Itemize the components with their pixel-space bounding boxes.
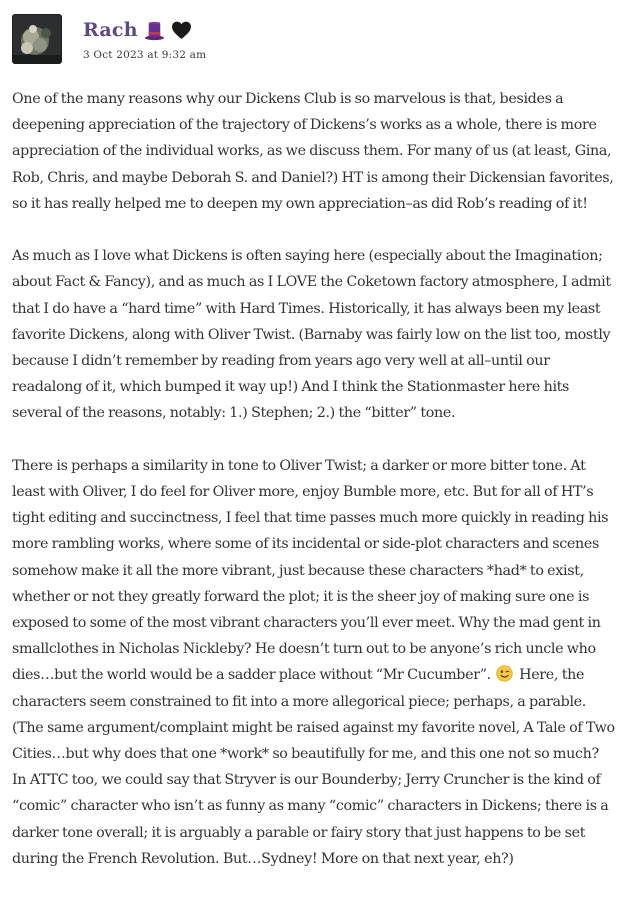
black-heart-icon: [171, 20, 192, 41]
paragraph-3-text-before-emoji: There is perhaps a similarity in tone to Oliver Twist; a darker or more bitter tone. At least with Oliver, I do feel for Oliver more, enjoy Bumble more, etc. But for all of HT’s tight editing and succinctness, I feel that time passes much more quickly in reading his more rambling works, where some of its incidental or side-plot characters and scenes somehow make it all the more vibrant, just because these characters *had* to exist, whether or not they greatly forward the plot; it is the sheer joy of making sure one is exposed to some of the most vibrant characters you’ll ever meet. Why the mad gent in smallclothes in Nicholas Nickleby? He doesn’t turn out to be anyone’s rich uncle who dies…but the world would be a sadder place without “Mr Cucumber”.: [12, 457, 609, 684]
comment-body: [12, 86, 616, 898]
author-name[interactable]: Rach: [83, 19, 138, 41]
author-row: [83, 16, 483, 44]
comment-meta: [83, 16, 483, 61]
comment-timestamp[interactable]: 3 Oct 2023 at 9:32 am: [83, 49, 207, 61]
comment-paragraph-1: One of the many reasons why our Dickens Club is so marvelous is that, besides a deepening appreciation of the trajectory of Dickens’s works as a whole, there is more appreciation of the individual works, as we discuss them. For many of us (at least, Gina, Rob, Chris, and maybe Deborah S. and Daniel?) HT is among their Dickensian favorites, so it has really helped me to deepen my own appreciation–as did Rob’s reading of it!: [12, 91, 614, 212]
winking-smiley-icon: [496, 665, 513, 682]
top-hat-icon: [144, 20, 165, 41]
avatar[interactable]: [12, 14, 62, 64]
comment-paragraph-2: As much as I love what Dickens is often saying here (especially about the Imagination; about Fact & Fancy), and as much as I LOVE the Coketown factory atmosphere, I admit that I do have a “hard time” with Hard Times. Historically, it has always been my least favorite Dickens, along with Oliver Twist. (Barnaby was fairly low on the list too, mostly because I didn’t remember by reading from years ago very well at all–until our readalong of it, which bumped it way up!) And I think the Stationmaster here hits several of the reasons, notably: 1.) Stephen; 2.) the “bitter” tone.: [12, 248, 611, 422]
comment-paragraph-3: [12, 453, 616, 872]
paragraph-3-text-after-emoji: Here, the characters seem constrained to fit into a more allegorical piece; perhaps, a parable. (The same argument/complaint might be raised against my favorite novel, A Tale of Two Cities…but why does that one *work* so beautifully for me, and this one not so much? In ATTC too, we could say that Stryver is our Bounderby; Jerry Cruncher is the kind of “comic” character who isn’t as funny as many “comic” characters in Dickens; there is a darker tone overall; it is arguably a parable or fairy story that just happens to be set during the French Revolution. But…Sydney! More on that next year, eh?): [12, 667, 615, 867]
